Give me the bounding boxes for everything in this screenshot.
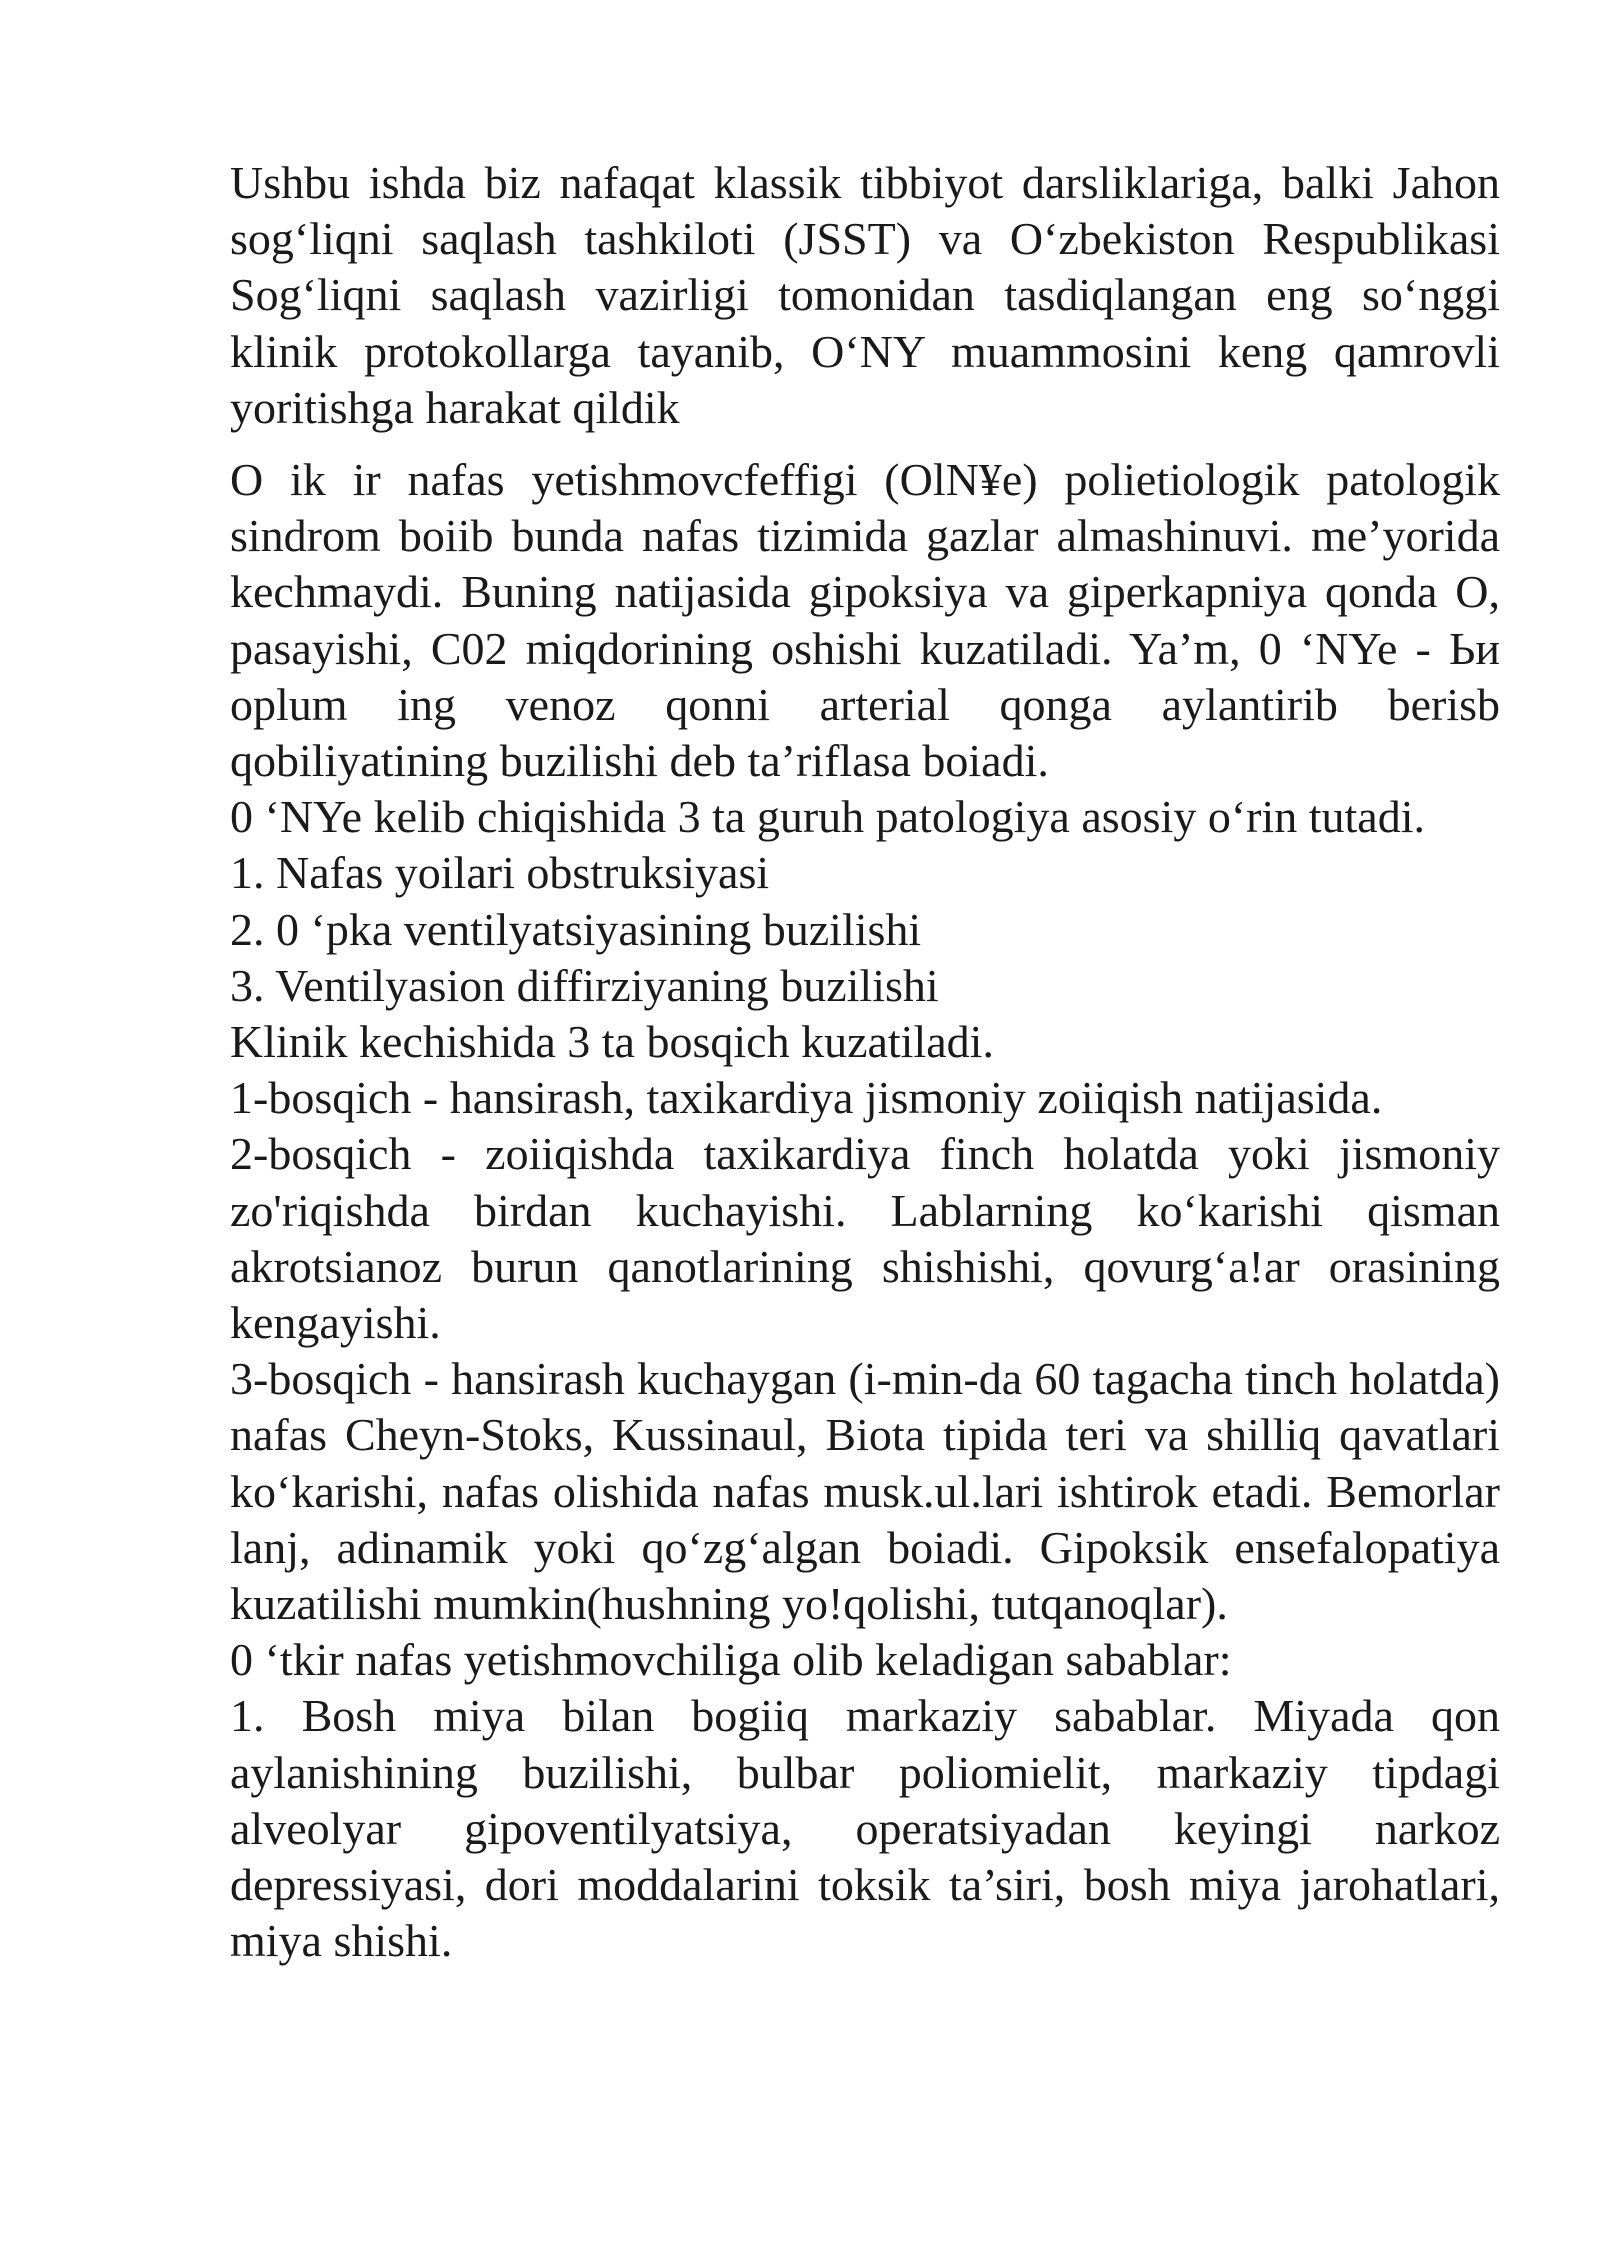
definition-paragraph: O ik ir nafas yetishmovcfeffigi (OlN¥e) polietiologik patologik sindrom boiib bunda nafas tizimida gazlar almashinuvi. me’yorida kechmaydi. Buning natijasida gipoksiya va giperkapniya qonda O, pasayishi, C02 miqdorining oshishi kuzatiladi. Ya’m, 0 ‘NYe - Ьи oplum ing venoz qonni arterial qonga aylantirib berisb qobiliyatining buzilishi deb ta’riflasa boiadi. bbox=[230, 454, 1500, 787]
stage-2-paragraph: 2-bosqich - zoiiqishda taxikardiya finch holatda yoki jismoniy zo'riqishda birdan kuchayishi. Lablarning ko‘karishi qisman akrotsianoz burun qanotlarining shishishi, qovurg‘a!ar orasining kengayishi. bbox=[230, 1128, 1500, 1349]
cause-item-3: 3. Ventilyasion diffirziyaning buzilishi bbox=[230, 959, 939, 1011]
causes-intro: 0 ‘NYe kelib chiqishida 3 ta guruh patologiya asosiy o‘rin tutadi. bbox=[230, 791, 1425, 843]
cause-item-2: 2. 0 ‘pka ventilyatsiyasining buzilishi bbox=[230, 903, 922, 955]
cause-item-1: 1. Nafas yoilari obstruksiyasi bbox=[230, 847, 770, 899]
reason-1-paragraph: 1. Bosh miya bilan bogiiq markaziy sabablar. Miyada qon aylanishining buzilishi, bulbar poliomielit, markaziy tipdagi alveolyar gipoventilyatsiya, operatsiyadan keyingi narkoz depressiyasi, dori moddalarini toksik ta’siri, bosh miya jarohatlari, miya shishi. bbox=[230, 1690, 1500, 1967]
document-page bbox=[230, 155, 1500, 1970]
stages-intro: Klinik kechishida 3 ta bosqich kuzatiladi. bbox=[230, 1016, 994, 1068]
intro-paragraph: Ushbu ishda biz nafaqat klassik tibbiyot darsliklariga, balki Jahon sog‘liqni saqlash tashkiloti (JSST) va O‘zbekiston Respublikasi Sog‘liqni saqlash vazirligi tomonidan tasdiqlangan eng so‘nggi klinik protokollarga tayanib, O‘NY muammosini keng qamrovli yoritishga harakat qildik bbox=[230, 157, 1500, 433]
stage-3-paragraph: 3-bosqich - hansirash kuchaygan (i-min-da 60 tagacha tinch holatda) nafas Cheyn-Stoks, Kussinaul, Biota tipida teri va shilliq qavatlari ko‘karishi, nafas olishida nafas musk.ul.lari ishtirok etadi. Bemorlar lanj, adinamik yoki qo‘zg‘algan boiadi. Gipoksik ensefalopatiya kuzatilishi mumkin(hushning yo!qolishi, tutqanoqlar). bbox=[230, 1353, 1500, 1630]
reasons-intro: 0 ‘tkir nafas yetishmovchiliga olib keladigan sabablar: bbox=[230, 1634, 1232, 1686]
stage-1-paragraph: 1-bosqich - hansirash, taxikardiya jismoniy zoiiqish natijasida. bbox=[230, 1072, 1383, 1124]
